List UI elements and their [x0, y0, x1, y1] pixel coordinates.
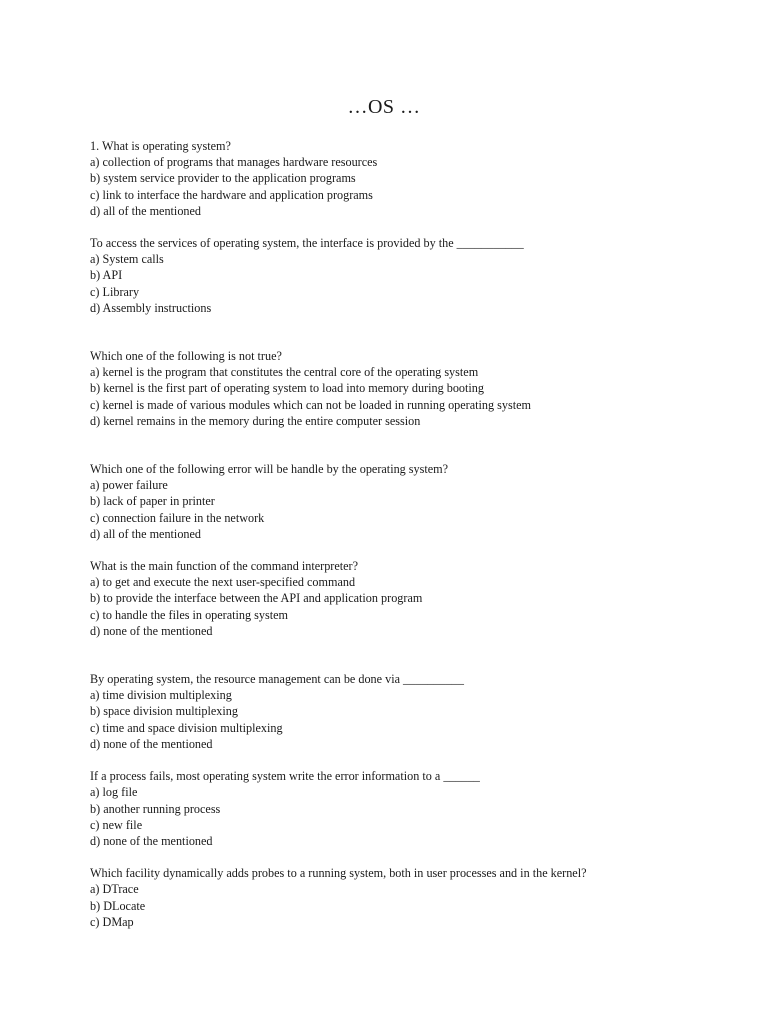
- option-a: a) kernel is the program that constitutes the central core of the operating system: [90, 365, 479, 380]
- option-c: c) new file: [90, 817, 143, 832]
- question-text: If a process fails, most operating system write the error information to a ______: [90, 769, 480, 784]
- option-c: c) link to interface the hardware and application programs: [90, 187, 373, 202]
- option-b: b) another running process: [90, 801, 221, 816]
- question-2: [90, 235, 730, 316]
- option-c: c) connection failure in the network: [90, 510, 265, 525]
- question-text: To access the services of operating system, the interface is provided by the ___________: [90, 236, 524, 251]
- question-text: Which facility dynamically adds probes to a running system, both in user processes and in the kernel?: [90, 866, 587, 881]
- question-7: [90, 768, 730, 849]
- option-b: b) system service provider to the application programs: [90, 171, 356, 186]
- question-text: What is the main function of the command interpreter?: [90, 559, 359, 574]
- option-b: b) lack of paper in printer: [90, 494, 215, 509]
- question-text: Which one of the following is not true?: [90, 349, 282, 364]
- option-b: b) to provide the interface between the API and application program: [90, 591, 423, 606]
- question-4: [90, 461, 730, 542]
- option-a: a) power failure: [90, 478, 168, 493]
- option-c: c) Library: [90, 284, 140, 299]
- option-d: d) none of the mentioned: [90, 623, 213, 638]
- question-text: By operating system, the resource management can be done via __________: [90, 672, 464, 687]
- option-d: d) kernel remains in the memory during the entire computer session: [90, 413, 421, 428]
- option-b: b) kernel is the first part of operating system to load into memory during booting: [90, 381, 484, 396]
- option-c: c) time and space division multiplexing: [90, 720, 283, 735]
- question-1: [90, 138, 730, 219]
- question-8: [90, 865, 730, 930]
- option-c: c) to handle the files in operating system: [90, 607, 288, 622]
- option-b: b) space division multiplexing: [90, 704, 238, 719]
- option-d: d) Assembly instructions: [90, 300, 212, 315]
- option-d: d) none of the mentioned: [90, 833, 213, 848]
- option-a: a) time division multiplexing: [90, 688, 232, 703]
- question-list: [90, 138, 730, 930]
- question-text: 1. What is operating system?: [90, 139, 231, 153]
- option-a: a) collection of programs that manages hardware resources: [90, 155, 378, 170]
- question-6: [90, 671, 730, 752]
- option-c: c) kernel is made of various modules which can not be loaded in running operating system: [90, 397, 532, 412]
- option-c: c) DMap: [90, 914, 134, 929]
- option-b: b) DLocate: [90, 898, 146, 913]
- document-title: …OS …: [347, 96, 421, 118]
- option-d: d) all of the mentioned: [90, 526, 202, 541]
- option-d: d) none of the mentioned: [90, 736, 213, 751]
- question-5: [90, 558, 730, 639]
- question-text: Which one of the following error will be handle by the operating system?: [90, 462, 449, 477]
- question-3: [90, 348, 730, 429]
- option-a: a) System calls: [90, 252, 164, 267]
- option-a: a) DTrace: [90, 882, 139, 897]
- option-a: a) to get and execute the next user-specified command: [90, 575, 356, 590]
- option-d: d) all of the mentioned: [90, 203, 202, 218]
- option-b: b) API: [90, 268, 123, 283]
- option-a: a) log file: [90, 785, 138, 800]
